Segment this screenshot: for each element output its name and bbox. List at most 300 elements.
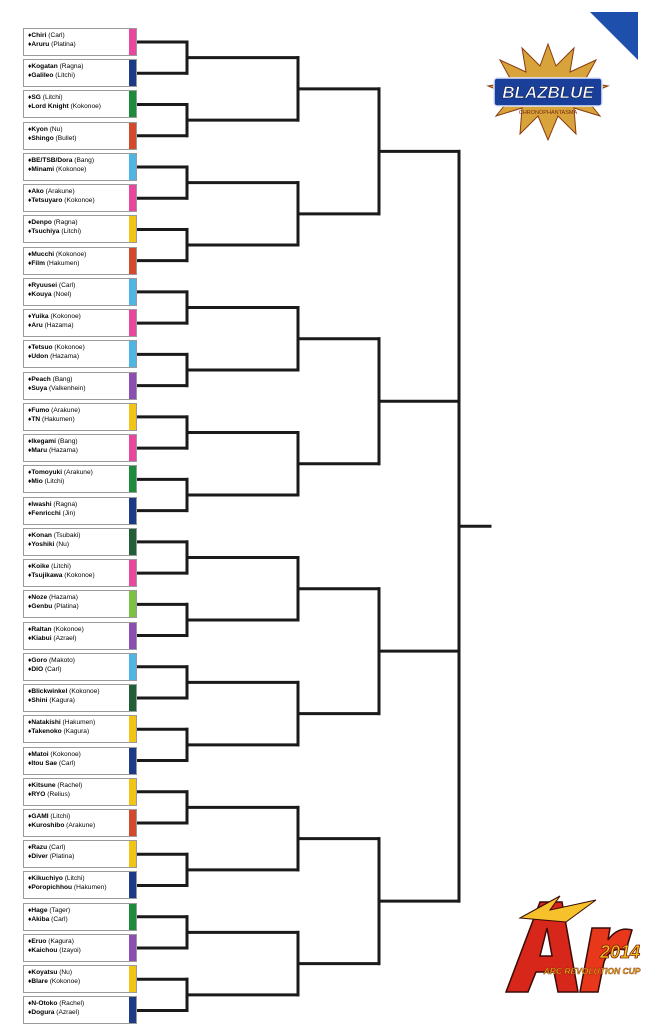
- team-player-2: ♦RYO (Relius): [28, 790, 70, 798]
- player-name: Raltan: [31, 625, 52, 633]
- player-name: Itou Sae: [31, 759, 58, 767]
- team-player-1: ♦Tomoyuki (Arakune): [28, 469, 93, 477]
- player-character: Hakumen: [48, 259, 78, 267]
- player-character: Platina: [53, 41, 74, 48]
- team-player-1: ♦Eruo (Kagura): [28, 937, 74, 945]
- player-name: Fumo: [31, 406, 50, 414]
- bullet-icon: ♦: [28, 750, 32, 758]
- bullet-icon: ♦: [28, 697, 32, 705]
- team-player-2: ♦Tsuchiya (Litchi): [28, 228, 82, 236]
- bullet-icon: ♦: [28, 384, 32, 392]
- blazblue-logo-subtext: CHRONOPHANTASMA: [518, 110, 578, 116]
- player-character: Hakumen: [64, 719, 93, 727]
- team-entry: [23, 653, 137, 681]
- player-character: Nu: [61, 969, 70, 977]
- player-character: Kagura: [51, 697, 73, 705]
- team-color-tab: [129, 779, 136, 805]
- team-player-1: ♦Kogatan (Ragna): [28, 63, 84, 71]
- team-entry: [23, 215, 137, 243]
- player-character: Izayoi: [61, 946, 79, 954]
- team-entry: [23, 871, 137, 899]
- team-color-tab: [129, 997, 136, 1023]
- player-character: Kokonoe: [66, 197, 93, 205]
- bullet-icon: ♦: [28, 94, 32, 102]
- bullet-icon: ♦: [28, 813, 32, 820]
- bullet-icon: ♦: [28, 884, 32, 892]
- player-character: Arakune: [47, 188, 73, 196]
- player-name: Takenoko: [31, 728, 62, 736]
- player-character: Jin: [64, 509, 74, 517]
- player-character: Hazama: [51, 594, 76, 602]
- team-color-tab: [129, 91, 136, 117]
- player-character: Hazama: [52, 353, 77, 361]
- player-character: Bang: [59, 438, 76, 446]
- team-entry: [23, 403, 137, 431]
- player-name: TN: [31, 415, 41, 423]
- bullet-icon: ♦: [28, 875, 32, 883]
- bullet-icon: ♦: [28, 781, 32, 789]
- team-player-1: ♦Mucchi (Kokonoe): [28, 250, 87, 258]
- player-character: Kokonoe: [71, 688, 98, 696]
- team-color-tab: [129, 435, 136, 461]
- bullet-icon: ♦: [28, 375, 32, 383]
- bullet-icon: ♦: [28, 656, 32, 664]
- player-name: Kogatan: [31, 63, 58, 71]
- team-player-2: ♦Yoshiki (Nu): [28, 540, 70, 548]
- bullet-icon: ♦: [28, 63, 32, 71]
- team-player-2: ♦DIO (Carl): [28, 665, 62, 673]
- team-player-2: ♦Tsujikawa (Kokonoe): [28, 572, 95, 580]
- player-character: Carl: [47, 665, 60, 673]
- team-color-tab: [129, 498, 136, 524]
- bullet-icon: ♦: [28, 790, 32, 798]
- bullet-icon: ♦: [28, 259, 32, 267]
- team-player-1: ♦BE/TSB/Dora (Bang): [28, 156, 95, 164]
- team-entry: [23, 747, 137, 775]
- team-player-2: ♦Fenricchi (Jin): [28, 509, 76, 517]
- team-entry: [23, 465, 137, 493]
- bullet-icon: ♦: [28, 634, 32, 642]
- player-name: Noze: [31, 594, 48, 602]
- team-player-2: ♦Film (Hakumen): [28, 259, 80, 267]
- player-name: Kikuchiyo: [31, 875, 63, 883]
- bullet-icon: ♦: [28, 937, 32, 945]
- team-player-1: ♦Natakishi (Hakumen): [28, 719, 96, 727]
- team-player-1: ♦N-Otoko (Rachel): [28, 1000, 85, 1008]
- blazblue-logo-text: BLAZBLUE: [502, 83, 594, 102]
- bullet-icon: ♦: [28, 759, 32, 767]
- bullet-icon: ♦: [28, 447, 32, 455]
- player-name: Diver: [31, 853, 48, 861]
- player-name: RYO: [31, 790, 46, 798]
- team-player-1: ♦GAMI (Litchi): [28, 813, 71, 820]
- player-character: Kokonoe: [58, 165, 85, 173]
- team-player-1: ♦Chiri (Carl): [28, 32, 65, 39]
- bullet-icon: ♦: [28, 344, 32, 352]
- team-player-2: ♦Diver (Platina): [28, 853, 75, 861]
- bullet-icon: ♦: [28, 156, 32, 164]
- player-name: Blare: [31, 978, 48, 986]
- player-name: Ryuusei: [31, 281, 58, 289]
- bullet-icon: ♦: [28, 290, 32, 298]
- player-name: Yoshiki: [31, 540, 55, 548]
- team-player-1: ♦Goro (Makoto): [28, 656, 75, 664]
- player-name: Maru: [31, 447, 48, 455]
- player-character: Carl: [61, 759, 74, 767]
- player-name: Kyon: [31, 125, 48, 133]
- player-name: Ako: [31, 188, 44, 196]
- team-player-1: ♦Kitsune (Rachel): [28, 781, 83, 789]
- player-name: Blickwinkel: [31, 688, 68, 696]
- player-name: Akiba: [31, 915, 50, 923]
- team-color-tab: [129, 123, 136, 149]
- team-player-2: ♦Mio (Litchi): [28, 478, 65, 486]
- player-name: Shingo: [31, 134, 54, 142]
- blazblue-logo: [486, 42, 610, 142]
- team-player-2: ♦Itou Sae (Carl): [28, 759, 76, 767]
- team-color-tab: [129, 29, 136, 55]
- team-player-2: ♦Aruru (Platina): [28, 41, 76, 48]
- bullet-icon: ♦: [28, 438, 32, 446]
- team-player-2: ♦Maru (Hazama): [28, 447, 78, 455]
- player-name: Tetsuyaro: [31, 197, 63, 205]
- player-character: Makoto: [51, 656, 73, 664]
- player-character: Rachel: [59, 781, 81, 789]
- team-entry: [23, 996, 137, 1024]
- bullet-icon: ♦: [28, 353, 32, 361]
- bullet-icon: ♦: [28, 41, 32, 48]
- player-name: SG: [31, 94, 41, 102]
- player-name: Dogura: [31, 1009, 55, 1017]
- team-entry: [23, 153, 137, 181]
- bullet-icon: ♦: [28, 572, 32, 580]
- team-player-1: ♦Koyatsu (Nu): [28, 969, 73, 977]
- player-name: Ikegami: [31, 438, 56, 446]
- team-player-2: ♦Dogura (Azrael): [28, 1009, 80, 1017]
- player-name: Kouya: [31, 290, 52, 298]
- team-entry: [23, 559, 137, 587]
- team-entry: [23, 59, 137, 87]
- bullet-icon: ♦: [28, 594, 32, 602]
- team-player-1: ♦Raltan (Kokonoe): [28, 625, 84, 633]
- bullet-icon: ♦: [28, 665, 32, 673]
- bullet-icon: ♦: [28, 853, 32, 861]
- player-character: Arakune: [53, 406, 78, 414]
- team-color-tab: [129, 216, 136, 242]
- player-name: Kiabui: [31, 634, 52, 642]
- player-name: Fenricchi: [31, 509, 61, 517]
- bullet-icon: ♦: [28, 500, 32, 508]
- player-character: Bang: [76, 156, 92, 164]
- player-character: Hakumen: [76, 884, 105, 892]
- team-color-tab: [129, 248, 136, 274]
- player-character: Noel: [55, 290, 70, 298]
- team-player-1: ♦Ako (Arakune): [28, 188, 75, 196]
- team-player-1: ♦Koike (Litchi): [28, 563, 71, 571]
- team-player-2: ♦Tetsuyaro (Kokonoe): [28, 197, 95, 205]
- player-name: Aru: [31, 322, 43, 330]
- player-name: GAMI: [31, 813, 49, 820]
- team-entry: [23, 622, 137, 650]
- player-character: Carl: [50, 32, 63, 39]
- player-name: Udon: [31, 353, 49, 361]
- team-color-tab: [129, 685, 136, 711]
- team-color-tab: [129, 341, 136, 367]
- team-player-1: ♦Tetsuo (Kokonoe): [28, 344, 85, 352]
- player-character: Litchi: [53, 563, 69, 571]
- player-character: Litchi: [66, 875, 83, 883]
- arc-revolution-cup-logo: [500, 888, 650, 1014]
- player-character: Hazama: [51, 447, 76, 455]
- player-character: Carl: [51, 844, 64, 852]
- player-name: Kaichou: [31, 946, 58, 954]
- team-player-2: ♦Aru (Hazama): [28, 322, 74, 330]
- bullet-icon: ♦: [28, 188, 32, 196]
- player-name: Minami: [31, 165, 55, 173]
- team-color-tab: [129, 748, 136, 774]
- player-character: Valkenhein: [51, 384, 84, 392]
- team-player-2: ♦Kiabui (Azrael): [28, 634, 77, 642]
- team-player-2: ♦Minami (Kokonoe): [28, 165, 87, 173]
- team-entry: [23, 903, 137, 931]
- team-entry: [23, 590, 137, 618]
- player-name: Kuroshibo: [31, 822, 65, 829]
- team-color-tab: [129, 310, 136, 336]
- bullet-icon: ♦: [28, 915, 32, 923]
- team-color-tab: [129, 154, 136, 180]
- team-player-2: ♦Poropichhou (Hakumen): [28, 884, 107, 892]
- team-color-tab: [129, 872, 136, 898]
- player-character: Litchi: [52, 813, 69, 820]
- team-player-1: ♦Denpo (Ragna): [28, 219, 78, 227]
- bullet-icon: ♦: [28, 946, 32, 954]
- player-character: Nu: [58, 540, 67, 548]
- player-name: Natakishi: [31, 719, 61, 727]
- team-player-1: ♦Iwashi (Ragna): [28, 500, 78, 508]
- team-player-2: ♦Takenoko (Kagura): [28, 728, 90, 736]
- player-name: Koyatsu: [31, 969, 58, 977]
- player-name: Hage: [31, 906, 48, 914]
- player-name: Chiri: [31, 32, 47, 39]
- team-color-tab: [129, 904, 136, 930]
- team-color-tab: [129, 404, 136, 430]
- team-color-tab: [129, 279, 136, 305]
- bullet-icon: ♦: [28, 313, 32, 321]
- bullet-icon: ♦: [28, 250, 32, 258]
- team-player-1: ♦Hage (Tager): [28, 906, 71, 914]
- player-name: Lord Knight: [31, 103, 69, 111]
- arc-logo-year: 2014: [599, 942, 641, 962]
- bullet-icon: ♦: [28, 969, 32, 977]
- team-player-2: ♦Lord Knight (Kokonoe): [28, 103, 101, 111]
- bullet-icon: ♦: [28, 281, 32, 289]
- player-character: Relius: [49, 790, 68, 798]
- player-name: Mio: [31, 478, 43, 486]
- player-name: BE/TSB/Dora: [31, 156, 73, 164]
- team-entry: [23, 340, 137, 368]
- team-color-tab: [129, 810, 136, 836]
- team-entry: [23, 434, 137, 462]
- player-character: Hazama: [46, 322, 72, 330]
- player-character: Platina: [56, 603, 77, 611]
- bullet-icon: ♦: [28, 415, 32, 423]
- player-character: Azrael: [55, 634, 75, 642]
- team-player-1: ♦Noze (Hazama): [28, 594, 78, 602]
- bullet-icon: ♦: [28, 478, 32, 486]
- team-player-1: ♦SG (Litchi): [28, 94, 63, 102]
- team-color-tab: [129, 60, 136, 86]
- player-character: Carl: [61, 281, 74, 289]
- player-character: Litchi: [44, 94, 61, 102]
- team-player-1: ♦Razu (Carl): [28, 844, 66, 852]
- team-player-2: ♦Suya (Valkenhein): [28, 384, 86, 392]
- player-character: Kokonoe: [56, 344, 83, 352]
- player-character: Litchi: [57, 72, 73, 80]
- player-character: Tager: [51, 906, 69, 914]
- player-name: Koike: [31, 563, 50, 571]
- player-name: Tomoyuki: [31, 469, 63, 477]
- player-name: Razu: [31, 844, 48, 852]
- team-entry: [23, 28, 137, 56]
- team-color-tab: [129, 935, 136, 961]
- player-character: Kagura: [50, 937, 72, 945]
- team-entry: [23, 497, 137, 525]
- team-entry: [23, 778, 137, 806]
- player-character: Kokonoe: [58, 250, 85, 258]
- player-name: Konan: [31, 531, 52, 539]
- team-player-1: ♦Fumo (Arakune): [28, 406, 81, 414]
- player-name: Goro: [31, 656, 48, 664]
- team-color-tab: [129, 466, 136, 492]
- team-color-tab: [129, 591, 136, 617]
- player-character: Ragna: [55, 500, 75, 508]
- player-name: Tsuchiya: [31, 228, 60, 236]
- player-name: Yuika: [31, 313, 49, 321]
- team-color-tab: [129, 373, 136, 399]
- bullet-icon: ♦: [28, 72, 32, 80]
- player-character: Litchi: [46, 478, 63, 486]
- bullet-icon: ♦: [28, 1009, 32, 1017]
- bullet-icon: ♦: [28, 844, 32, 852]
- team-entry: [23, 122, 137, 150]
- player-character: Kokonoe: [66, 572, 93, 580]
- player-name: DIO: [31, 665, 44, 673]
- bullet-icon: ♦: [28, 103, 32, 111]
- team-player-1: ♦Ryuusei (Carl): [28, 281, 76, 289]
- player-name: Aruru: [31, 41, 50, 48]
- player-character: Ragna: [61, 63, 82, 71]
- player-name: Peach: [31, 375, 51, 383]
- player-character: Azrael: [58, 1009, 78, 1017]
- bullet-icon: ♦: [28, 32, 32, 39]
- player-character: Kokonoe: [52, 313, 79, 321]
- bullet-icon: ♦: [28, 728, 32, 736]
- bullet-icon: ♦: [28, 219, 32, 227]
- bullet-icon: ♦: [28, 509, 32, 517]
- player-character: Kokonoe: [51, 978, 78, 986]
- bullet-icon: ♦: [28, 978, 32, 986]
- bullet-icon: ♦: [28, 906, 32, 914]
- player-name: Denpo: [31, 219, 52, 227]
- player-name: Galileo: [31, 72, 54, 80]
- bullet-icon: ♦: [28, 125, 32, 133]
- player-character: Bang: [54, 375, 71, 383]
- player-name: Mucchi: [31, 250, 55, 258]
- team-entry: [23, 965, 137, 993]
- team-entry: [23, 184, 137, 212]
- player-character: Kokonoe: [55, 625, 82, 633]
- player-character: Kokonoe: [72, 103, 99, 111]
- player-character: Tsubaki: [55, 531, 79, 539]
- team-player-2: ♦Shingo (Bullet): [28, 134, 77, 142]
- team-player-2: ♦Galileo (Litchi): [28, 72, 76, 80]
- team-color-tab: [129, 529, 136, 555]
- team-entry: [23, 278, 137, 306]
- player-character: Litchi: [63, 228, 79, 236]
- team-entry: [23, 309, 137, 337]
- team-entry: [23, 934, 137, 962]
- team-color-tab: [129, 716, 136, 742]
- team-color-tab: [129, 560, 136, 586]
- player-name: Matoi: [31, 750, 49, 758]
- team-player-2: ♦Udon (Hazama): [28, 353, 80, 361]
- team-player-1: ♦Peach (Bang): [28, 375, 73, 383]
- team-player-2: ♦Kouya (Noel): [28, 290, 72, 298]
- player-name: Tetsuo: [31, 344, 53, 352]
- team-color-tab: [129, 185, 136, 211]
- bullet-icon: ♦: [28, 469, 32, 477]
- team-entry: [23, 528, 137, 556]
- team-player-1: ♦Blickwinkel (Kokonoe): [28, 688, 100, 696]
- player-name: Iwashi: [31, 500, 52, 508]
- team-entry: [23, 247, 137, 275]
- player-character: Arakune: [66, 469, 91, 477]
- player-character: Nu: [51, 125, 61, 133]
- team-player-2: ♦Akiba (Carl): [28, 915, 68, 923]
- team-player-1: ♦Yuika (Kokonoe): [28, 313, 81, 321]
- bullet-icon: ♦: [28, 563, 32, 571]
- bullet-icon: ♦: [28, 603, 32, 611]
- team-player-2: ♦Blare (Kokonoe): [28, 978, 81, 986]
- bullet-icon: ♦: [28, 165, 32, 173]
- team-player-1: ♦Konan (Tsubaki): [28, 531, 81, 539]
- arc-logo-subtitle: ARC REVOLUTION CUP: [543, 966, 641, 976]
- player-character: Hakumen: [44, 415, 73, 423]
- bullet-icon: ♦: [28, 540, 32, 548]
- team-entry: [23, 90, 137, 118]
- player-name: Poropichhou: [31, 884, 73, 892]
- player-character: Kokonoe: [52, 750, 79, 758]
- player-name: Genbu: [31, 603, 53, 611]
- player-name: Tsujikawa: [31, 572, 63, 580]
- team-entry: [23, 809, 137, 837]
- bullet-icon: ♦: [28, 197, 32, 205]
- team-player-1: ♦Kikuchiyo (Litchi): [28, 875, 85, 883]
- team-player-2: ♦Kaichou (Izayoi): [28, 946, 81, 954]
- player-name: Kitsune: [31, 781, 56, 789]
- bullet-icon: ♦: [28, 822, 32, 829]
- player-character: Platina: [51, 853, 73, 861]
- player-character: Kagura: [65, 728, 87, 736]
- team-entry: [23, 372, 137, 400]
- team-color-tab: [129, 966, 136, 992]
- team-color-tab: [129, 623, 136, 649]
- player-name: Suya: [31, 384, 48, 392]
- team-entry: [23, 715, 137, 743]
- player-name: Film: [31, 259, 45, 267]
- bullet-icon: ♦: [28, 625, 32, 633]
- team-entry: [23, 684, 137, 712]
